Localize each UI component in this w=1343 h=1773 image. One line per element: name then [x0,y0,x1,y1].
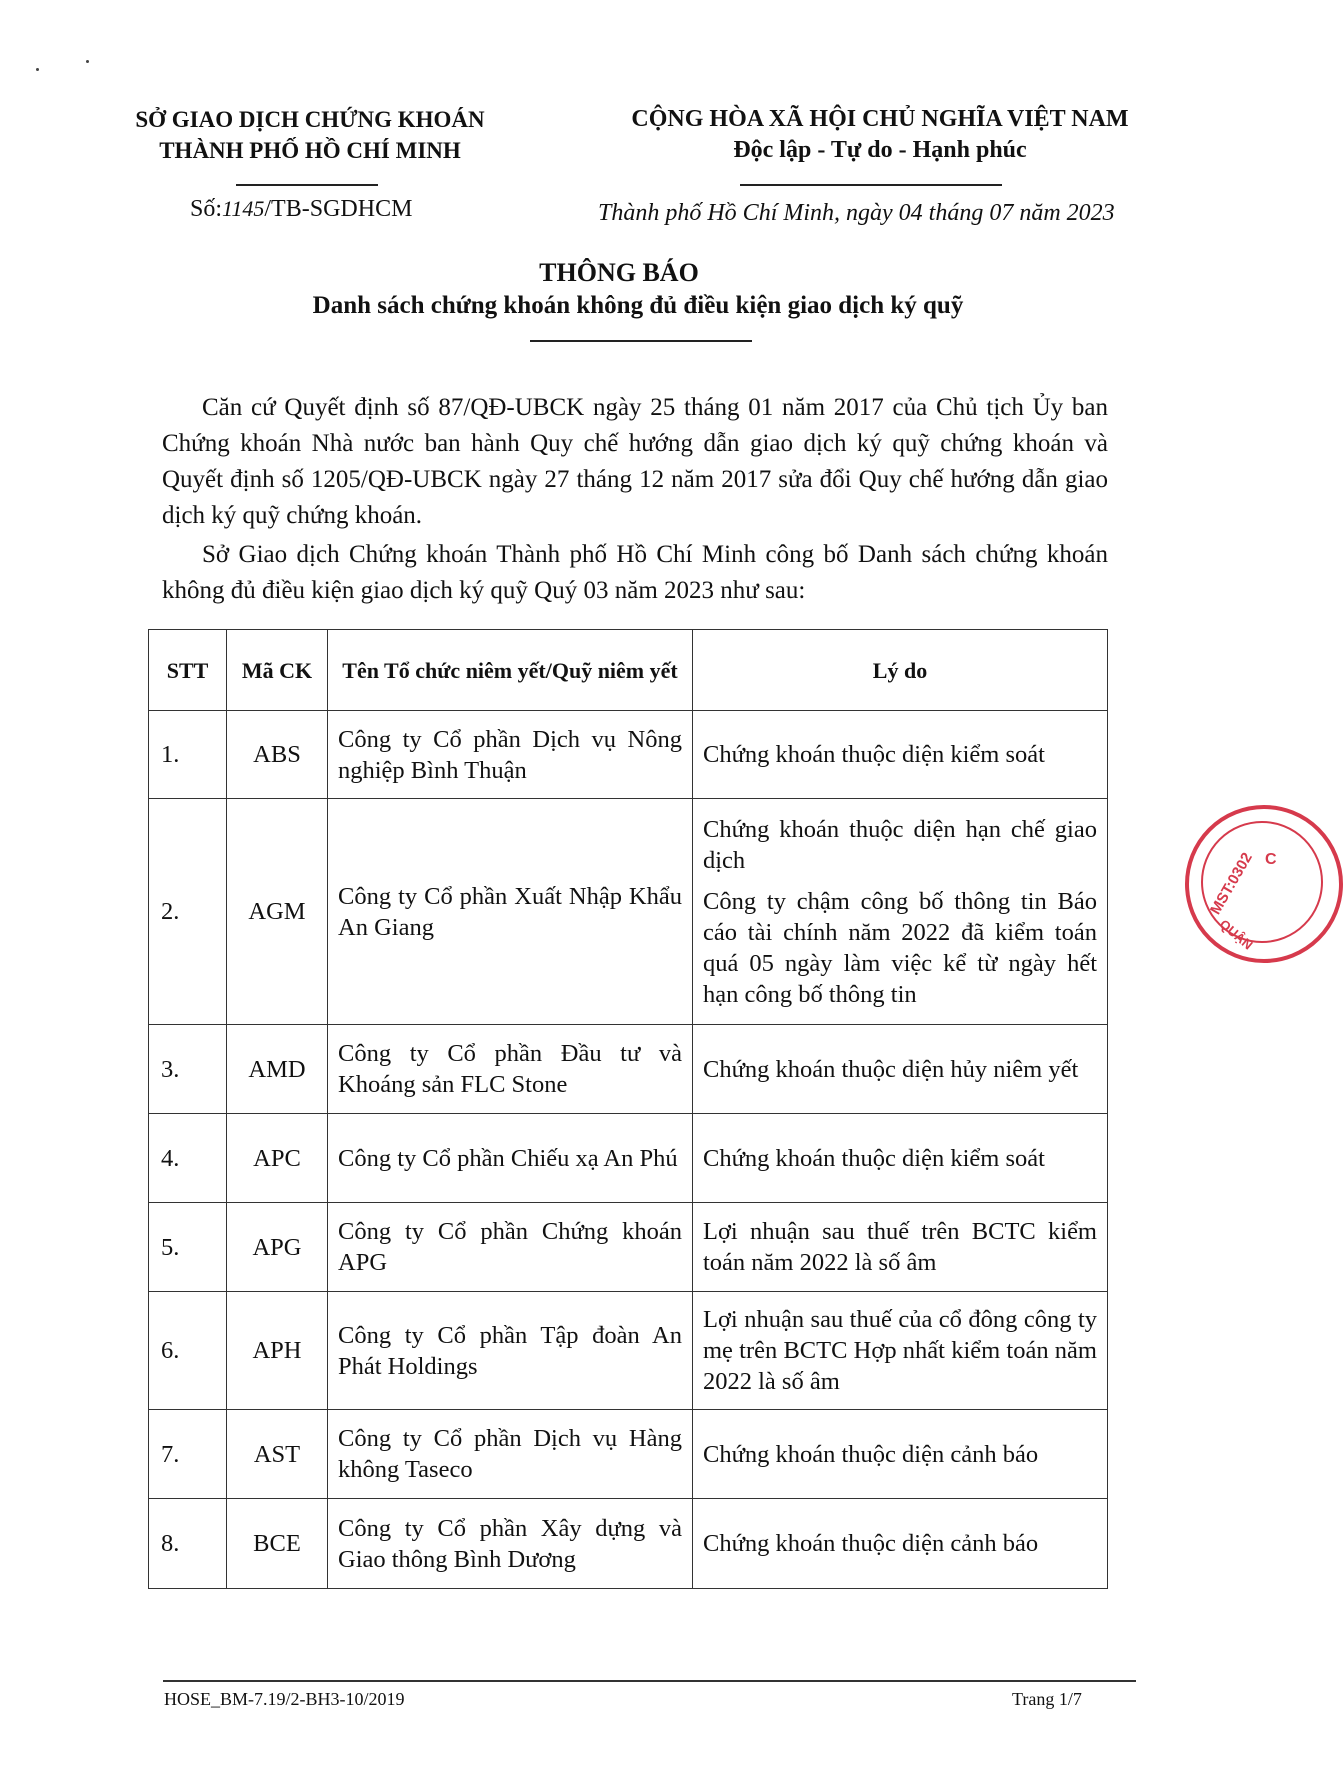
row-name: Công ty Cổ phần Dịch vụ Hàng không Taseco [328,1410,693,1499]
row-stt: 7. [149,1410,227,1499]
issuer-line2: THÀNH PHỐ HỒ CHÍ MINH [159,138,461,163]
red-seal-stamp [1185,805,1343,963]
row-code: ABS [227,711,328,799]
doc-no-suffix: /TB-SGDHCM [264,196,413,222]
seal-text-center: C [1265,851,1277,868]
row-stt: 4. [149,1114,227,1203]
row-reason [693,799,1108,1025]
reason-text: Lợi nhuận sau thuế trên BCTC kiểm toán năm 2022 là số âm [703,1218,1097,1276]
document-subtitle: Danh sách chứng khoán không đủ điều kiện giao dịch ký quỹ [312,292,964,319]
row-name: Công ty Cổ phần Xuất Nhập Khẩu An Giang [328,799,693,1025]
national-title: CỘNG HÒA XÃ HỘI CHỦ NGHĨA VIỆT NAM [631,106,1129,132]
table-row [149,711,1108,799]
row-reason [693,711,1108,799]
row-stt: 5. [149,1203,227,1292]
table-row [149,1114,1108,1203]
row-reason [693,1203,1108,1292]
reason-text: Chứng khoán thuộc diện hủy niêm yết [703,1055,1079,1083]
reason-text: Chứng khoán thuộc diện cảnh báo [703,1440,1039,1468]
row-name: Công ty Cổ phần Tập đoàn An Phát Holdings [328,1292,693,1410]
issuer-line1: SỞ GIAO DỊCH CHỨNG KHOÁN [135,107,485,132]
header-name: Tên Tổ chức niêm yết/Quỹ niêm yết [328,630,693,711]
page-number: Trang 1/7 [1012,1689,1082,1709]
header-stt: STT [149,630,227,711]
form-code: HOSE_BM-7.19/2-BH3-10/2019 [164,1689,405,1709]
row-code: AGM [227,799,328,1025]
header-code: Mã CK [227,630,328,711]
row-reason [693,1499,1108,1589]
row-stt: 8. [149,1499,227,1589]
securities-table [148,629,1108,1589]
row-stt: 2. [149,799,227,1025]
title-underline [530,340,752,342]
row-reason [693,1025,1108,1114]
reason-text: Chứng khoán thuộc diện hạn chế giao dịch [703,815,1097,874]
row-name: Công ty Cổ phần Chiếu xạ An Phú [328,1114,693,1203]
issuer-header [110,104,510,166]
row-code: BCE [227,1499,328,1589]
row-code: AMD [227,1025,328,1114]
motto-underline [740,184,1002,186]
scan-speck [86,60,89,63]
seal-text-tax: MST:0302 [1207,849,1256,918]
national-header [610,104,1150,166]
table-header-row [149,630,1108,711]
table-row [149,1203,1108,1292]
table-row [149,1025,1108,1114]
row-name: Công ty Cổ phần Chứng khoán APG [328,1203,693,1292]
row-code: APC [227,1114,328,1203]
announcement-paragraph: Sở Giao dịch Chứng khoán Thành phố Hồ Chí Minh công bố Danh sách chứng khoán không đủ điều kiện giao dịch ký quỹ Quý 03 năm 2023 như sau: [162,541,1108,604]
row-reason [693,1292,1108,1410]
row-name: Công ty Cổ phần Xây dựng và Giao thông Bình Dương [328,1499,693,1589]
row-reason [693,1410,1108,1499]
row-stt: 3. [149,1025,227,1114]
reason-text: Chứng khoán thuộc diện cảnh báo [703,1530,1039,1557]
doc-no-handwritten: 1145 [222,196,265,221]
reason-text-secondary: Công ty chậm công bố thông tin Báo cáo tài chính năm 2022 đã kiểm toán quá 05 ngày làm việc kể từ ngày hết hạn công bố thông tin [703,887,1097,1008]
legal-basis-paragraph: Căn cứ Quyết định số 87/QĐ-UBCK ngày 25 tháng 01 năm 2017 của Chủ tịch Ủy ban Chứng khoán Nhà nước ban hành Quy chế hướng dẫn giao dịch ký quỹ chứng khoán và Quyết định số 1205/QĐ-UBCK ngày 27 tháng 12 năm 2017 sửa đổi Quy chế hướng dẫn giao dịch ký quỹ chứng khoán. [162,394,1108,529]
reason-text: Chứng khoán thuộc diện kiểm soát [703,1144,1045,1172]
row-name: Công ty Cổ phần Đầu tư và Khoáng sản FLC Stone [328,1025,693,1114]
row-name: Công ty Cổ phần Dịch vụ Nông nghiệp Bình Thuận [328,711,693,799]
document-date: Thành phố Hồ Chí Minh, ngày 04 tháng 07 năm 2023 [598,200,1115,226]
reason-text: Lợi nhuận sau thuế của cổ đông công ty mẹ trên BCTC Hợp nhất kiểm toán năm 2022 là số âm [703,1306,1097,1395]
header-reason: Lý do [693,630,1108,711]
table-row [149,1410,1108,1499]
national-motto: Độc lập - Tự do - Hạnh phúc [733,137,1027,163]
row-code: APG [227,1203,328,1292]
table-row [149,1292,1108,1410]
document-title: THÔNG BÁO [539,258,699,287]
seal-text-district: QUẬN [1216,916,1256,953]
table-row [149,1499,1108,1589]
reason-text: Chứng khoán thuộc diện kiểm soát [703,741,1045,768]
doc-no-prefix: Số: [190,196,223,222]
row-stt: 1. [149,711,227,799]
scan-speck [36,68,39,71]
table-row [149,799,1108,1025]
issuer-underline [236,184,378,186]
row-reason [693,1114,1108,1203]
footer-divider [163,1680,1136,1682]
row-code: AST [227,1410,328,1499]
document-number [190,196,412,223]
row-stt: 6. [149,1292,227,1410]
row-code: APH [227,1292,328,1410]
